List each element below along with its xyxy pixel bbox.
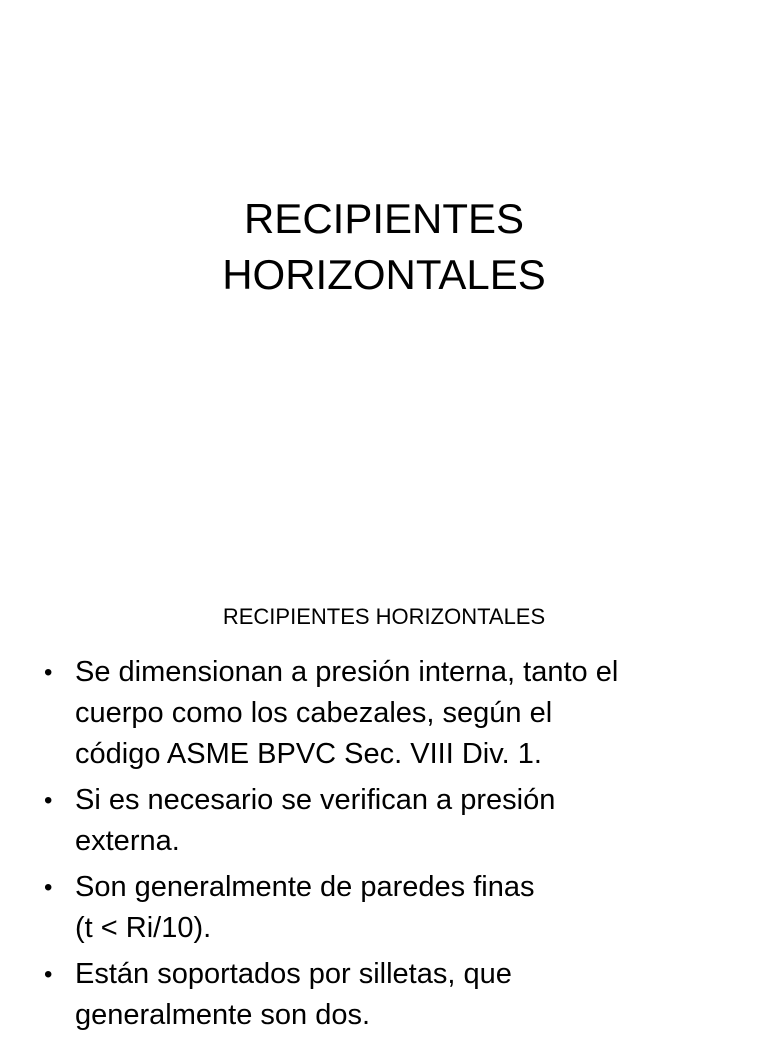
section-heading: RECIPIENTES HORIZONTALES	[222, 604, 546, 629]
bullet-text-line: cuerpo como los cabezales, según el	[75, 697, 553, 729]
bullet-text-line: externa.	[75, 825, 180, 857]
bullet-text-line: código ASME BPVC Sec. VIII Div. 1.	[75, 738, 542, 770]
bullet-text-line: Son generalmente de paredes finas	[75, 871, 535, 903]
bullet-item	[0, 867, 768, 949]
bullet-text-line: Si es necesario se verifican a presión	[75, 784, 556, 816]
title-line: HORIZONTALES	[222, 251, 546, 298]
title-line: RECIPIENTES	[243, 195, 525, 242]
bullet-icon: •	[44, 874, 53, 901]
bullet-icon: •	[44, 659, 53, 686]
bullet-list	[0, 652, 768, 1041]
slide-title	[0, 191, 768, 303]
bullet-icon: •	[44, 961, 53, 988]
bullet-text-line: Se dimensionan a presión interna, tanto el	[75, 656, 619, 688]
bullet-text-line: generalmente son dos.	[75, 999, 371, 1031]
bullet-text-line: (t < Ri/10).	[75, 912, 212, 944]
bullet-item	[0, 780, 768, 862]
bullet-item	[0, 652, 768, 775]
bullet-icon: •	[44, 787, 53, 814]
bullet-text-line: Están soportados por silletas, que	[75, 958, 512, 990]
